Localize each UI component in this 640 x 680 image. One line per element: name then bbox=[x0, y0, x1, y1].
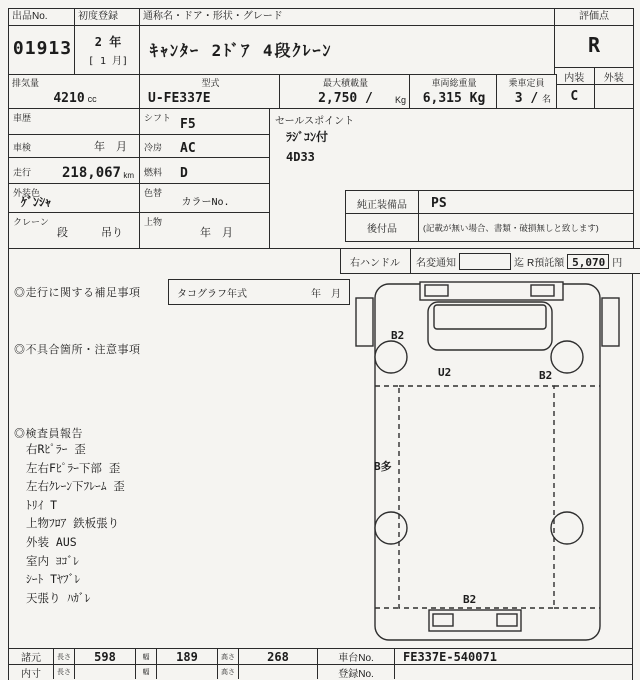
diagram-mark-right-side: B2 bbox=[539, 369, 553, 382]
inspector-report-line: 左右Fﾋﾟﾗｰ下部 歪 bbox=[26, 460, 121, 475]
exterior-color-cell bbox=[8, 183, 142, 215]
diagram-mark-cab: U2 bbox=[438, 366, 452, 379]
vehicle-name-label: 通称名・ドア・形状・グレード bbox=[140, 9, 556, 26]
addon-equipment-label: 後付品 bbox=[346, 214, 419, 241]
history-cell bbox=[8, 108, 142, 137]
tachograph-cell bbox=[168, 279, 350, 305]
inner-dimensions-row bbox=[9, 665, 632, 679]
inner-width-label: 幅 bbox=[136, 665, 157, 679]
right-door-panel bbox=[602, 298, 619, 346]
ac-label: 冷房 bbox=[144, 142, 163, 153]
exterior-label: 外装 bbox=[603, 72, 624, 84]
registration-no-value bbox=[395, 665, 632, 679]
grade-cell bbox=[554, 8, 634, 70]
exterior-value bbox=[595, 85, 634, 108]
exhibit-no-label: 出品No. bbox=[9, 9, 76, 26]
first-registration-label: 初度登録 bbox=[75, 9, 141, 26]
model-code-value: U-FE337E bbox=[148, 91, 211, 106]
inner-height-value bbox=[239, 665, 318, 679]
name-change-blank-box bbox=[459, 253, 511, 270]
sales-point-line: 4D33 bbox=[286, 150, 315, 164]
vehicle-name-cell bbox=[139, 8, 557, 77]
body-date-label: 上物 bbox=[144, 217, 163, 227]
cab-roof bbox=[428, 302, 552, 350]
shift-cell bbox=[139, 108, 272, 137]
diagram-mark-rear: B2 bbox=[463, 593, 477, 606]
gross-weight-label: 車両総重量 bbox=[431, 78, 477, 88]
max-load-label: 最大積載量 bbox=[322, 78, 368, 88]
ac-value: AC bbox=[180, 141, 196, 156]
rear-left-wheel bbox=[375, 512, 407, 544]
deposit-value: 5,070 bbox=[567, 254, 609, 269]
mileage-cell bbox=[8, 157, 142, 186]
model-code-cell bbox=[139, 74, 282, 110]
rear-bumper bbox=[429, 610, 521, 631]
interior-value: C bbox=[555, 85, 595, 108]
shift-value: F5 bbox=[180, 117, 196, 132]
sales-points-label: セールスポイント bbox=[275, 116, 355, 127]
dimensions-label: 諸元 bbox=[9, 649, 54, 664]
body-date-value: 年 月 bbox=[200, 226, 233, 239]
color-change-value: カラーNo. bbox=[181, 197, 230, 208]
dimensions-table bbox=[8, 648, 633, 680]
inner-height-label: 高さ bbox=[218, 665, 239, 679]
truck-body-outline bbox=[375, 284, 600, 640]
crane-stage-label: 段 bbox=[57, 226, 68, 239]
handle-label: 右ハンドル bbox=[350, 257, 400, 269]
first-registration-year: 2 年 bbox=[94, 35, 122, 49]
model-code-label: 型式 bbox=[201, 78, 220, 88]
history-label: 車歴 bbox=[13, 113, 32, 123]
inspection-value: 年 月 bbox=[94, 140, 127, 153]
front-right-wheel bbox=[551, 341, 583, 373]
inner-length-label: 長さ bbox=[54, 665, 75, 679]
windshield bbox=[434, 305, 546, 329]
registration-no-label: 登録No. bbox=[318, 665, 395, 679]
fuel-cell bbox=[139, 157, 272, 186]
displacement-value: 4210 bbox=[53, 91, 85, 106]
shift-label: シフト bbox=[144, 113, 172, 123]
inspector-report-line: 外装 AUS bbox=[26, 534, 77, 549]
interior-label: 内装 bbox=[555, 68, 595, 84]
displacement-cell bbox=[8, 74, 142, 110]
inspector-report-line: 室内 ﾖｺﾞﾚ bbox=[26, 553, 79, 568]
left-door-panel bbox=[356, 298, 373, 346]
deposit-label: R預託額 bbox=[527, 257, 565, 269]
displacement-unit: cc bbox=[87, 94, 97, 104]
width-label: 幅 bbox=[136, 649, 157, 664]
height-label: 高さ bbox=[218, 649, 239, 664]
chassis-no-value: FE337E-540071 bbox=[403, 649, 497, 664]
capacity-cell bbox=[496, 74, 557, 110]
handle-deposit-row bbox=[340, 248, 640, 274]
rear-right-wheel bbox=[551, 512, 583, 544]
inspector-report-line: 上物ﾌﾛｱ 鉄板張り bbox=[26, 516, 120, 531]
max-load-unit: Kg bbox=[394, 95, 406, 105]
gross-weight-cell bbox=[409, 74, 499, 110]
first-registration-month: [ 1 月] bbox=[87, 56, 129, 67]
crane-hook-label: 吊り bbox=[101, 226, 123, 239]
max-load-cell bbox=[279, 74, 412, 110]
displacement-label: 排気量 bbox=[12, 78, 40, 88]
inspector-report-label: ◎検査員報告 bbox=[14, 428, 83, 440]
color-change-cell bbox=[139, 183, 272, 215]
tachograph-label: タコグラフ年式 bbox=[177, 288, 247, 300]
crane-cell bbox=[8, 212, 142, 251]
exhibit-no-cell bbox=[8, 8, 77, 77]
front-left-wheel bbox=[375, 341, 407, 373]
inspector-report-line: ｼｰﾄ Tﾔﾌﾞﾚ bbox=[26, 572, 81, 587]
fuel-value: D bbox=[180, 166, 188, 181]
height-value: 268 bbox=[239, 649, 318, 664]
max-load-value: 2,750 / bbox=[318, 91, 373, 106]
inner-dimensions-label: 内寸 bbox=[9, 665, 54, 679]
mileage-note-label: ◎走行に関する補足事項 bbox=[14, 287, 141, 299]
inspection-label: 車検 bbox=[13, 142, 32, 153]
inspector-report-line: ﾄﾘｲ T bbox=[26, 497, 58, 512]
defect-note-label: ◎不具合箇所・注意事項 bbox=[14, 344, 141, 356]
length-value: 598 bbox=[75, 649, 136, 664]
gross-weight-value: 6,315 Kg bbox=[422, 91, 486, 106]
width-value: 189 bbox=[157, 649, 218, 664]
chassis-no-label: 車台No. bbox=[318, 649, 395, 664]
exterior-color-value: ｹﾞﾝｼｬ bbox=[21, 195, 52, 209]
grade-value: R bbox=[587, 33, 601, 57]
inspector-report-line: 天張り ﾊｶﾞﾚ bbox=[26, 590, 91, 605]
vehicle-name-value: ｷｬﾝﾀｰ 2ﾄﾞｱ 4段ｸﾚｰﾝ bbox=[150, 41, 333, 60]
dimensions-row bbox=[9, 649, 632, 665]
first-registration-cell bbox=[74, 8, 142, 77]
inspector-report-line: 左右ｸﾚｰﾝ下ﾌﾚｰﾑ 歪 bbox=[26, 479, 125, 494]
color-change-label: 色替 bbox=[144, 188, 163, 198]
addon-equipment-note: (記載が無い場合、書類・破損無しと致します) bbox=[423, 222, 599, 233]
made-label: 迄 bbox=[514, 257, 524, 269]
inspector-report-line: 右Rﾋﾟﾗｰ 歪 bbox=[26, 442, 86, 456]
fuel-label: 燃料 bbox=[144, 167, 163, 177]
capacity-value: 3 / bbox=[514, 91, 539, 106]
body-date-cell bbox=[139, 212, 272, 251]
interior-exterior-cell bbox=[554, 67, 634, 110]
crane-label: クレーン bbox=[13, 217, 49, 227]
name-change-label: 名変通知 bbox=[416, 257, 456, 269]
mileage-label: 走行 bbox=[13, 167, 32, 177]
cargo-bed-dashed bbox=[399, 386, 554, 608]
length-label: 長さ bbox=[54, 649, 75, 664]
grade-label: 評価点 bbox=[555, 9, 633, 26]
mileage-value: 218,067 bbox=[61, 165, 121, 181]
divider bbox=[410, 249, 411, 273]
tachograph-value: 年 月 bbox=[311, 288, 341, 300]
exterior-color-label: 外装色 bbox=[13, 188, 41, 198]
genuine-equipment-value: PS bbox=[431, 195, 447, 211]
mileage-unit: km bbox=[123, 171, 134, 180]
inner-length-value bbox=[75, 665, 136, 679]
inner-width-value bbox=[157, 665, 218, 679]
inspector-report-list bbox=[26, 440, 326, 607]
genuine-equipment-label: 純正装備品 bbox=[346, 191, 419, 215]
yen-label: 円 bbox=[612, 257, 623, 269]
addon-equipment-cell bbox=[345, 213, 634, 242]
capacity-label: 乗車定員 bbox=[508, 78, 545, 88]
sales-point-line: ﾗｼﾞｺﾝ付 bbox=[286, 130, 329, 144]
capacity-unit: 名 bbox=[541, 94, 551, 104]
diagram-mark-front-left: B2 bbox=[391, 329, 405, 342]
diagram-mark-left-side: B多 bbox=[374, 460, 392, 473]
exhibit-no-value: 01913 bbox=[12, 38, 73, 59]
